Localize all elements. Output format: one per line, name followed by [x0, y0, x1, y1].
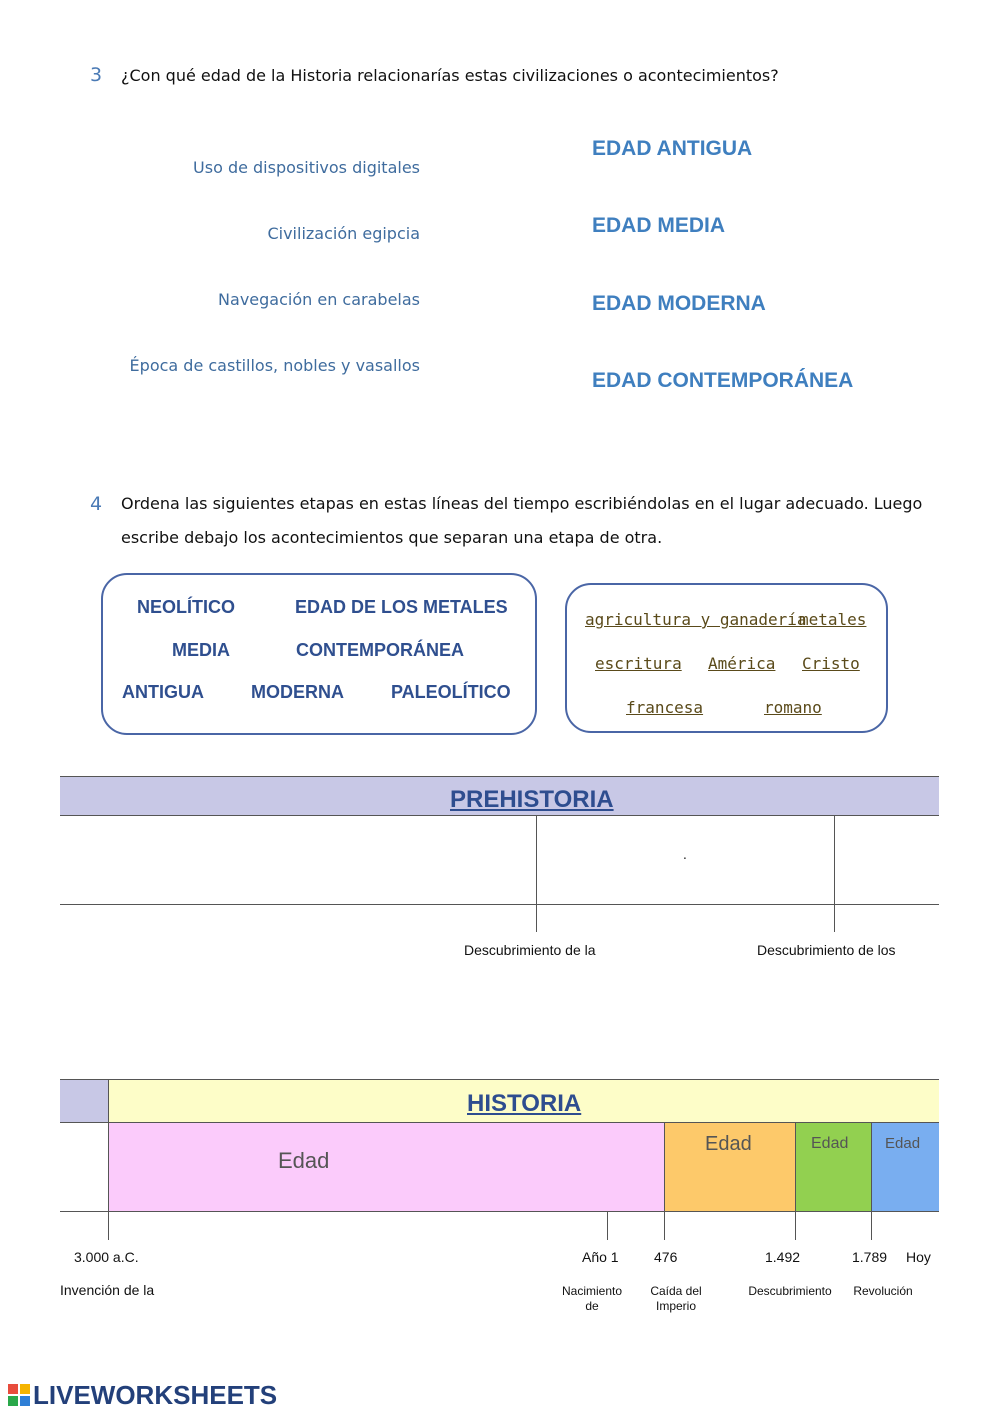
- stage-label: EDAD DE LOS METALES: [295, 597, 508, 617]
- match-right-item[interactable]: EDAD MEDIA: [592, 214, 726, 237]
- prehistoria-divider: [536, 815, 537, 932]
- word-label: Cristo: [802, 654, 860, 673]
- word-label: agricultura y ganadería: [585, 610, 807, 629]
- prehistoria-title: PREHISTORIA: [450, 786, 614, 813]
- prehistoria-divider: [834, 815, 835, 932]
- match-right-item[interactable]: EDAD ANTIGUA: [592, 137, 753, 160]
- historia-tick: [607, 1211, 608, 1240]
- match-right-item[interactable]: EDAD CONTEMPORÁNEA: [592, 369, 854, 392]
- word-label: escritura: [595, 654, 682, 673]
- liveworksheets-brand[interactable]: LIVEWORKSHEETS: [33, 1380, 278, 1410]
- match-left-item[interactable]: Uso de dispositivos digitales: [193, 158, 420, 177]
- edad-cell-label: Edad: [811, 1135, 849, 1152]
- match-left-item[interactable]: Navegación en carabelas: [218, 290, 420, 309]
- event-label: Revolución: [853, 1284, 913, 1298]
- prehistoria-axis: [60, 904, 939, 905]
- stage-label: MEDIA: [172, 640, 230, 660]
- historia-tick: [664, 1123, 665, 1240]
- match-left-item[interactable]: Época de castillos, nobles y vasallos: [129, 356, 420, 375]
- question-4-text-line2: escribe debajo los acontecimientos que separan una etapa de otra.: [121, 528, 663, 547]
- event-label: Invención de la: [60, 1282, 155, 1298]
- question-3-text: ¿Con qué edad de la Historia relacionarías estas civilizaciones o acontecimientos?: [121, 66, 779, 85]
- historia-tick: [108, 1080, 109, 1240]
- word-label: América: [708, 654, 776, 673]
- event-label: Caída del Imperio: [650, 1284, 702, 1313]
- match-right-item[interactable]: EDAD MODERNA: [592, 292, 766, 315]
- liveworksheets-logo-icon: [8, 1384, 30, 1406]
- historia-title: HISTORIA: [467, 1090, 582, 1117]
- prehistoria-event-label: Descubrimiento de los: [757, 942, 896, 958]
- historia-tick: [871, 1123, 872, 1240]
- date-label: 476: [654, 1249, 678, 1265]
- historia-tick: [795, 1123, 796, 1240]
- question-3-number: 3: [90, 64, 103, 86]
- event-label: Nacimiento de: [561, 1284, 623, 1313]
- edad-cell-label: Edad: [705, 1133, 752, 1155]
- stage-label: CONTEMPORÁNEA: [296, 640, 465, 660]
- historia-axis: [60, 1211, 939, 1212]
- word-label: metales: [799, 610, 867, 629]
- stage-label: ANTIGUA: [122, 682, 204, 702]
- word-label: romano: [764, 698, 822, 717]
- date-label: 1.492: [765, 1249, 801, 1265]
- edad-cell-label: Edad: [885, 1135, 921, 1152]
- stray-dot: .: [683, 848, 687, 862]
- event-label: Descubrimiento: [748, 1284, 832, 1298]
- question-4-text-line1: Ordena las siguientes etapas en estas líneas del tiempo escribiéndolas en el lugar adecuado. Luego: [121, 494, 923, 513]
- edad-antigua-cell: [108, 1123, 664, 1211]
- word-label: francesa: [626, 698, 704, 717]
- date-label: Año 1: [582, 1249, 619, 1265]
- stage-label: PALEOLÍTICO: [391, 682, 511, 702]
- historia-corner: [60, 1080, 108, 1122]
- date-label: 1.789: [852, 1249, 888, 1265]
- prehistoria-event-label: Descubrimiento de la: [464, 942, 596, 958]
- date-label: 3.000 a.C.: [74, 1249, 139, 1265]
- stage-label: NEOLÍTICO: [137, 597, 235, 617]
- stage-label: MODERNA: [251, 682, 344, 702]
- edad-cell-label: Edad: [278, 1148, 330, 1173]
- question-4-number: 4: [90, 493, 103, 515]
- date-label: Hoy: [906, 1249, 931, 1265]
- match-left-item[interactable]: Civilización egipcia: [267, 224, 420, 243]
